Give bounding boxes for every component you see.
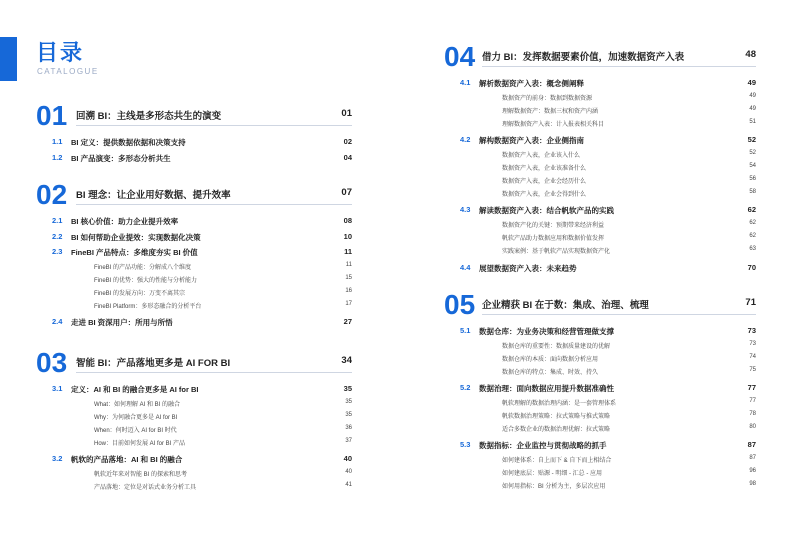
chapter-page-number: 71 xyxy=(745,297,756,308)
section-number: 2.4 xyxy=(52,317,63,327)
subsection-entry[interactable] xyxy=(502,105,756,117)
subsection-page-number: 37 xyxy=(345,438,352,445)
section-entry[interactable] xyxy=(460,135,756,147)
section-number: 1.1 xyxy=(52,137,63,146)
section-number: 5.1 xyxy=(460,326,471,335)
section-page-number: 35 xyxy=(343,384,352,393)
section-entry[interactable] xyxy=(460,383,756,395)
subsection-entry[interactable] xyxy=(94,300,352,312)
page-subtitle: CATALOGUE xyxy=(37,67,99,76)
subsection-entry[interactable] xyxy=(502,245,756,257)
subsection-title: How：目前如何发展 AI for BI 产品 xyxy=(94,441,186,448)
subsection-title: 如何建体系：自上而下 & 自下而上相结合 xyxy=(502,457,612,464)
section-page-number: 77 xyxy=(747,383,756,393)
section-entry[interactable] xyxy=(52,232,352,244)
section-number: 1.2 xyxy=(52,152,63,162)
section-title: 解析数据资产入表：概念侧阐释 xyxy=(479,79,584,88)
subsection-entry[interactable] xyxy=(502,353,756,365)
subsection-entry[interactable] xyxy=(94,468,352,480)
subsection-entry[interactable] xyxy=(502,410,756,422)
section-title: 解读数据资产入表：结合帆软产品的实践 xyxy=(479,206,614,216)
subsection-page-number: 49 xyxy=(749,92,756,99)
section-title: BI 定义：提供数据依据和决策支持 xyxy=(71,138,186,147)
section-title: BI 产品演变：多形态分析共生 xyxy=(71,153,171,163)
subsection-page-number: 74 xyxy=(749,353,756,360)
subsection-page-number: 58 xyxy=(749,189,756,196)
chapter-title[interactable]: 借力 BI：发挥数据要素价值，加速数据资产入表 xyxy=(482,52,685,63)
subsection-entry[interactable] xyxy=(502,118,756,130)
chapter-divider xyxy=(76,125,352,126)
subsection-page-number: 56 xyxy=(749,176,756,182)
section-title: 解构数据资产入表：企业侧指南 xyxy=(479,136,584,146)
subsection-title: 数据仓库的特点：集成、时效、持久 xyxy=(502,369,599,376)
subsection-page-number: 54 xyxy=(749,162,756,169)
section-page-number: 27 xyxy=(343,317,352,327)
subsection-entry[interactable] xyxy=(502,219,756,231)
section-title: 数据指标：企业监控与贯彻战略的抓手 xyxy=(479,441,607,451)
section-number: 4.1 xyxy=(460,78,471,87)
subsection-page-number: 62 xyxy=(749,233,756,240)
subsection-page-number: 40 xyxy=(345,468,352,475)
page-title: 目录 xyxy=(36,40,85,65)
subsection-title: 帆软理解的数据治理内涵：是一套管理体系 xyxy=(502,400,617,407)
subsection-page-number: 63 xyxy=(749,246,756,253)
subsection-entry[interactable] xyxy=(94,398,352,410)
subsection-page-number: 52 xyxy=(749,149,756,156)
subsection-page-number: 35 xyxy=(345,411,352,418)
subsection-title: 帆软数据治理策略：拉式策略与推式策略 xyxy=(502,413,611,420)
subsection-title: FineBI Platform：多形态融合的分析平台 xyxy=(94,304,202,311)
section-page-number: 02 xyxy=(343,137,352,146)
subsection-entry[interactable] xyxy=(502,467,756,479)
section-title: 数据仓库：为业务决策和经营管理做支撑 xyxy=(479,327,614,336)
section-page-number: 73 xyxy=(747,326,756,335)
section-number: 5.2 xyxy=(460,383,471,393)
section-number: 3.2 xyxy=(52,454,63,464)
section-number: 5.3 xyxy=(460,440,471,450)
subsection-entry[interactable] xyxy=(502,149,756,161)
subsection-page-number: 77 xyxy=(749,397,756,404)
chapter-number: 01 xyxy=(36,100,68,131)
subsection-entry[interactable] xyxy=(94,411,352,423)
section-page-number: 62 xyxy=(747,205,756,215)
section-title: 展望数据资产入表：未来趋势 xyxy=(479,263,577,273)
subsection-title: 数据仓库的重要性：数据质量建设的优解 xyxy=(502,343,611,350)
subsection-page-number: 49 xyxy=(749,105,756,112)
chapter-page-number: 48 xyxy=(745,49,756,60)
subsection-title: 如何建底层：贴源 - 明细 - 汇总 - 应用 xyxy=(502,470,602,477)
section-entry[interactable] xyxy=(460,440,756,452)
subsection-title: Why：为何融合更多是 AI for BI xyxy=(94,414,178,421)
section-entry[interactable] xyxy=(460,205,756,217)
subsection-entry[interactable] xyxy=(94,424,352,436)
subsection-entry[interactable] xyxy=(502,175,756,187)
subsection-page-number: 36 xyxy=(345,424,352,431)
subsection-title: FineBI 的发展方向：万变不离其宗 xyxy=(94,290,186,297)
section-entry[interactable] xyxy=(460,326,756,338)
section-entry[interactable] xyxy=(460,78,756,90)
subsection-entry[interactable] xyxy=(502,188,756,200)
subsection-entry[interactable] xyxy=(502,92,756,104)
subsection-entry[interactable] xyxy=(502,232,756,244)
section-number: 4.4 xyxy=(460,262,471,272)
section-page-number: 49 xyxy=(747,78,756,87)
section-number: 4.2 xyxy=(460,135,471,145)
chapter-divider xyxy=(76,372,352,373)
section-number: 4.3 xyxy=(460,205,471,215)
chapter-title[interactable]: 智能 BI：产品落地更多是 AI FOR BI xyxy=(76,358,231,369)
section-entry[interactable] xyxy=(52,216,352,228)
section-title: 帆软的产品落地：AI 和 BI 的融合 xyxy=(71,455,183,465)
subsection-page-number: 87 xyxy=(749,454,756,461)
chapter-divider xyxy=(482,314,756,315)
subsection-title: FineBI 的产品功能：分解成八个维度 xyxy=(94,264,192,271)
subsection-title: 数据仓库的本质：面向数据分析应用 xyxy=(502,356,599,363)
subsection-entry[interactable] xyxy=(502,480,756,492)
chapter-divider xyxy=(76,204,352,205)
chapter-title[interactable]: 回溯 BI：主线是多形态共生的演变 xyxy=(76,111,222,122)
subsection-entry[interactable] xyxy=(502,397,756,409)
subsection-title: 如何用指标：BI 分析为主，多层次应用 xyxy=(502,484,606,491)
subsection-title: 帆软近年来对智能 BI 的探索和思考 xyxy=(94,471,188,478)
subsection-page-number: 51 xyxy=(749,118,756,125)
section-title: FineBI 产品特点：多维度夯实 BI 价值 xyxy=(71,248,198,257)
subsection-entry[interactable] xyxy=(94,261,352,273)
subsection-title: 数据资产入表，企业该准备什么 xyxy=(502,165,587,172)
subsection-title: When：何时迈入 AI for BI 时代 xyxy=(94,427,177,434)
section-title: BI 如何帮助企业提效：实现数据化决策 xyxy=(71,232,201,242)
subsection-page-number: 96 xyxy=(749,467,756,474)
chapter-title[interactable]: 企业精获 BI 在于数：集成、治理、梳理 xyxy=(482,300,649,311)
subsection-entry[interactable] xyxy=(94,437,352,449)
section-page-number: 08 xyxy=(343,216,352,225)
subsection-page-number: 98 xyxy=(749,481,756,488)
section-page-number: 87 xyxy=(747,440,756,450)
subsection-title: 数据资产入表，企业该入什么 xyxy=(502,152,581,159)
section-number: 3.1 xyxy=(52,384,63,393)
section-page-number: 04 xyxy=(343,152,352,162)
subsection-page-number: 41 xyxy=(345,482,352,488)
subsection-title: FineBI 的优势：强大的性能与分析能力 xyxy=(94,277,198,284)
section-entry[interactable] xyxy=(52,137,352,149)
section-title: 数据治理：面向数据应用提升数据准确性 xyxy=(479,384,614,394)
subsection-title: 数据资产化的关键：预期带来经济利益 xyxy=(502,222,605,229)
subsection-entry[interactable] xyxy=(502,423,756,435)
subsection-page-number: 78 xyxy=(749,410,756,417)
section-title: BI 核心价值：助力企业提升效率 xyxy=(71,217,179,226)
chapter-page-number: 34 xyxy=(341,355,352,366)
section-number: 2.1 xyxy=(52,216,63,225)
section-page-number: 11 xyxy=(344,247,352,256)
section-page-number: 40 xyxy=(343,454,352,464)
section-entry[interactable] xyxy=(52,247,352,259)
subsection-title: 产品落地：定位是对话式业务分析工具 xyxy=(94,485,197,491)
section-number: 2.2 xyxy=(52,231,63,241)
chapter-page-number: 01 xyxy=(341,108,352,119)
section-title: 定义：AI 和 BI 的融合更多是 AI for BI xyxy=(71,385,199,394)
subsection-title: 理解数据资产入表：计入报表相关科目 xyxy=(502,121,605,128)
subsection-title: 数据资产入表，企业会得到什么 xyxy=(502,192,587,199)
subsection-page-number: 35 xyxy=(345,398,352,405)
subsection-title: 适合多数企业的数据治理优解：拉式策略 xyxy=(502,427,611,433)
section-entry[interactable] xyxy=(52,153,352,165)
subsection-entry[interactable] xyxy=(502,366,756,378)
section-entry[interactable] xyxy=(52,384,352,396)
section-entry[interactable] xyxy=(460,263,756,275)
subsection-title: 帆软产品助力数据应用和数据价值发挥 xyxy=(502,236,605,243)
subsection-page-number: 11 xyxy=(345,261,352,268)
subsection-page-number: 16 xyxy=(345,287,352,294)
subsection-title: 实践案例：基于帆软产品实现数据资产化 xyxy=(502,249,611,256)
subsection-title: What：如何理解 AI 和 BI 的融合 xyxy=(94,401,181,408)
section-number: 2.3 xyxy=(52,247,63,256)
subsection-title: 理解数据资产：数据三权和资产内涵 xyxy=(502,108,599,115)
subsection-page-number: 17 xyxy=(345,301,352,308)
section-page-number: 70 xyxy=(747,262,756,272)
subsection-entry[interactable] xyxy=(502,454,756,466)
subsection-title: 数据资产的前身：数据到数据资源 xyxy=(502,95,593,102)
subsection-entry[interactable] xyxy=(94,481,352,493)
subsection-entry[interactable] xyxy=(502,162,756,174)
title-accent-bar xyxy=(0,37,17,81)
chapter-number: 04 xyxy=(444,41,476,72)
subsection-entry[interactable] xyxy=(94,274,352,286)
section-page-number: 52 xyxy=(747,135,756,145)
section-page-number: 10 xyxy=(343,231,352,241)
chapter-divider xyxy=(482,66,756,67)
chapter-number: 02 xyxy=(36,179,68,210)
subsection-page-number: 80 xyxy=(749,424,756,430)
subsection-entry[interactable] xyxy=(502,340,756,352)
chapter-number: 05 xyxy=(444,289,476,320)
section-entry[interactable] xyxy=(52,454,352,466)
subsection-page-number: 15 xyxy=(345,274,352,281)
subsection-page-number: 75 xyxy=(749,366,756,373)
chapter-title[interactable]: BI 理念：让企业用好数据、提升效率 xyxy=(76,190,231,201)
section-entry[interactable] xyxy=(52,317,352,329)
subsection-title: 数据资产入表，企业会经历什么 xyxy=(502,179,587,185)
subsection-entry[interactable] xyxy=(94,287,352,299)
subsection-page-number: 73 xyxy=(749,340,756,347)
section-title: 走进 BI 资深用户：所用与所悟 xyxy=(71,318,173,328)
chapter-page-number: 07 xyxy=(341,187,352,198)
chapter-number: 03 xyxy=(36,347,68,378)
subsection-page-number: 62 xyxy=(749,219,756,226)
